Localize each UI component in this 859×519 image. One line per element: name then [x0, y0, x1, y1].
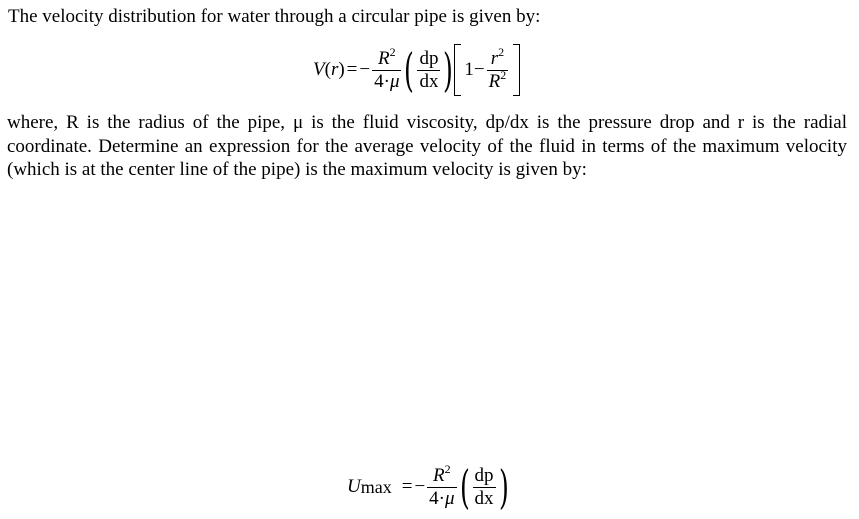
- eq2-big-paren-open: (: [459, 460, 470, 514]
- eq1-frac1-den: 4·: [374, 70, 390, 92]
- eq1-big-paren-close: ): [443, 43, 454, 97]
- eq2-frac1-num-exp: 2: [444, 461, 451, 476]
- eq1-fraction-r2-over-R2: [487, 44, 509, 93]
- eq1-lhs-arg: r: [330, 59, 339, 80]
- eq1-minus: −: [359, 59, 371, 80]
- eq1-frac3-den-exp: 2: [500, 67, 507, 82]
- eq1-minus2: −: [473, 59, 485, 80]
- eq2-big-paren-close: ): [498, 460, 509, 514]
- eq2-equals: =: [401, 476, 413, 497]
- eq1-frac1-den-var: μ: [389, 70, 400, 92]
- eq2-frac2-den: dx: [474, 487, 494, 509]
- eq1-equals: =: [346, 59, 358, 80]
- eq1-big-paren-open: (: [404, 43, 415, 97]
- eq1-frac3-num-exp: 2: [498, 44, 505, 59]
- eq1-fraction-dp-dx: [417, 48, 440, 93]
- problem-paragraph: where, R is the radius of the pipe, μ is the fluid viscosity, dp/dx is the pressure drop and r is the radial coordinate. Determine an expression for the average velocity of the fluid in terms of the maximum velocity (which is at the center line of the pipe) is the maximum velocity is given by:: [7, 112, 847, 180]
- eq1-fraction-r2-over-4mu: [372, 44, 401, 93]
- eq1-bracket-close: [513, 44, 520, 96]
- eq2-frac1-den: 4·: [429, 487, 445, 509]
- eq2-lhs: U: [347, 476, 361, 497]
- velocity-distribution-equation: [313, 42, 520, 98]
- eq2-frac1-num-var: R: [433, 464, 445, 486]
- eq1-one: 1: [464, 59, 474, 80]
- eq2-frac1-den-var: μ: [445, 487, 455, 509]
- eq1-frac1-num-exp: 2: [389, 44, 396, 59]
- eq1-bracket-open: [454, 44, 461, 96]
- eq1-frac3-num-var: r: [490, 47, 499, 69]
- eq1-frac2-num: dp: [419, 47, 439, 69]
- eq1-paren-close: ): [338, 59, 345, 80]
- eq2-fraction-dp-dx: [473, 465, 496, 510]
- intro-text: The velocity distribution for water through a circular pipe is given by:: [8, 6, 541, 27]
- eq1-lhs: V: [313, 59, 325, 80]
- eq2-minus: −: [414, 476, 426, 497]
- eq1-frac1-num-var: R: [377, 47, 390, 69]
- eq1-frac2-den: dx: [419, 70, 439, 92]
- max-velocity-equation: U max = − $\frac{R^2}{4\cdot\mu}$ ( $\frac{dp}{dx}$ ): [347, 460, 509, 514]
- eq1-paren-open: (: [324, 59, 331, 80]
- eq1-frac3-den-var: R: [488, 70, 501, 92]
- eq2-frac2-num: dp: [474, 464, 494, 486]
- eq2-fraction-r2-over-4mu: [427, 461, 456, 510]
